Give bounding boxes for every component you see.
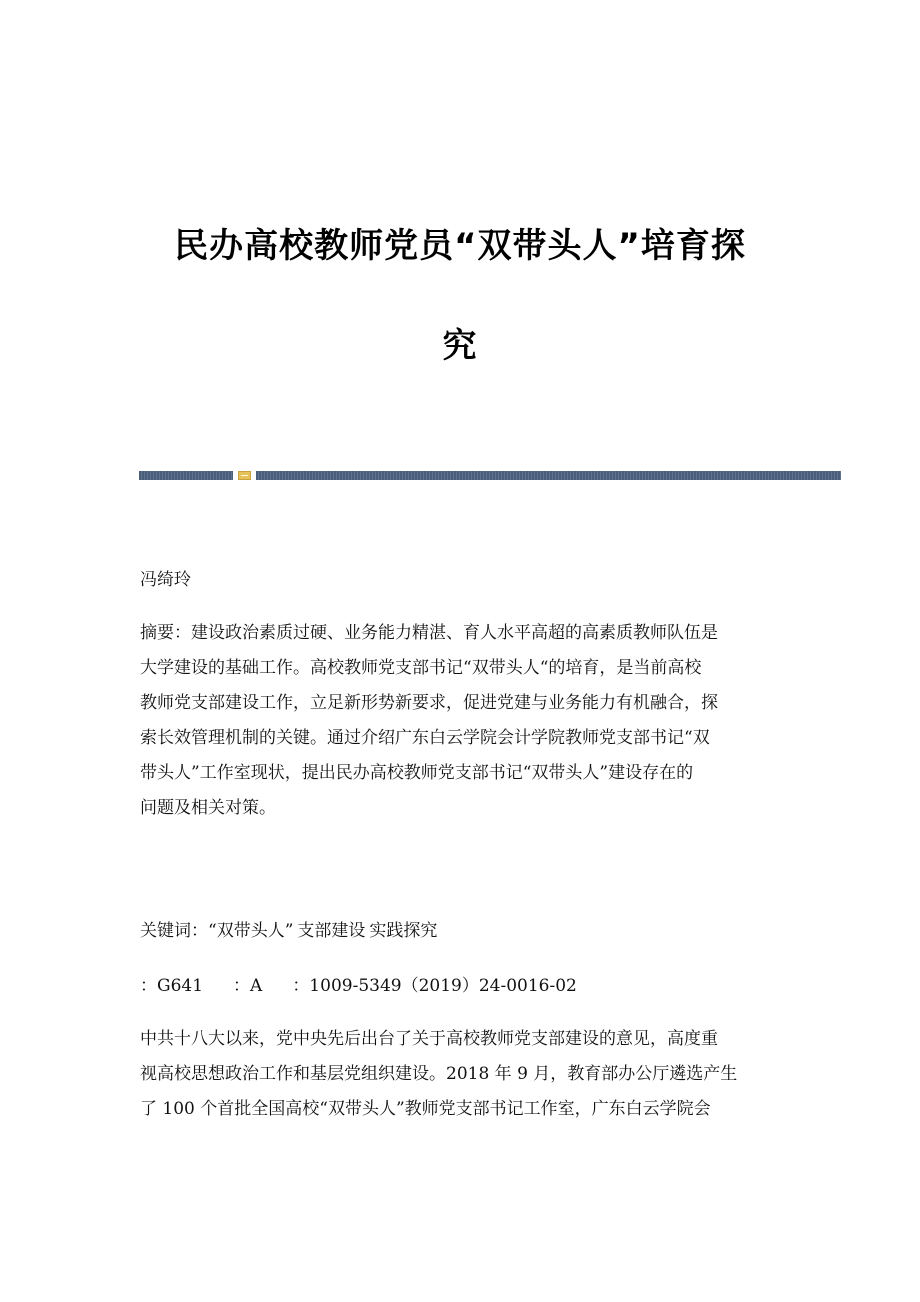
divider-ornament-icon: [238, 471, 251, 480]
abstract-line: 索长效管理机制的关键。通过介绍广东白云学院会计学院教师党支部书记“双: [140, 728, 710, 748]
document-title-line-2: 究: [442, 326, 478, 366]
keyword-item: 支部建设: [297, 921, 366, 941]
divider-bar-left: [139, 471, 233, 480]
body-line: 中共十八大以来，党中央先后出台了关于高校教师党支部建设的意见，高度重: [140, 1029, 718, 1049]
classification-line: [140, 969, 780, 1004]
clc-number: ：G641: [140, 976, 204, 996]
keyword-item: “双带头人”: [208, 921, 294, 941]
abstract-line: 摘要：建设政治素质过硬、业务能力精湛、育人水平高超的高素质教师队伍是: [140, 623, 718, 643]
keyword-item: 实践探究: [369, 921, 438, 941]
title-divider: [139, 471, 841, 480]
keywords: [140, 914, 780, 949]
abstract-line: 教师党支部建设工作，立足新形势新要求，促进党建与业务能力有机融合，探: [140, 693, 718, 713]
divider-bar-right: [256, 471, 841, 480]
abstract-line: 大学建设的基础工作。高校教师党支部书记“双带头人“的培育，是当前高校: [140, 658, 702, 678]
classification-info: [140, 969, 780, 1004]
document-code: ：A: [233, 976, 263, 996]
keywords-line: [140, 914, 780, 949]
body-line: 视高校思想政治工作和基层党组织建设。2018 年 9 月，教育部办公厅遴选产生: [140, 1064, 738, 1084]
document-title-line-1: 民办高校教师党员“双带头人”培育探: [174, 226, 746, 266]
keywords-label: 关键词：: [140, 921, 208, 941]
article-number: ：1009-5349（2019）24-0016-02: [292, 976, 577, 996]
body-paragraph: [140, 1022, 780, 1127]
abstract: [140, 616, 780, 826]
abstract-line: 问题及相关对策。: [140, 798, 276, 818]
abstract-line: 带头人”工作室现状，提出民办高校教师党支部书记“双带头人”建设存在的: [140, 763, 694, 783]
body-line: 了 100 个首批全国高校“双带头人”教师党支部书记工作室，广东白云学院会: [140, 1099, 711, 1119]
author-name: 冯绮玲: [140, 570, 191, 590]
